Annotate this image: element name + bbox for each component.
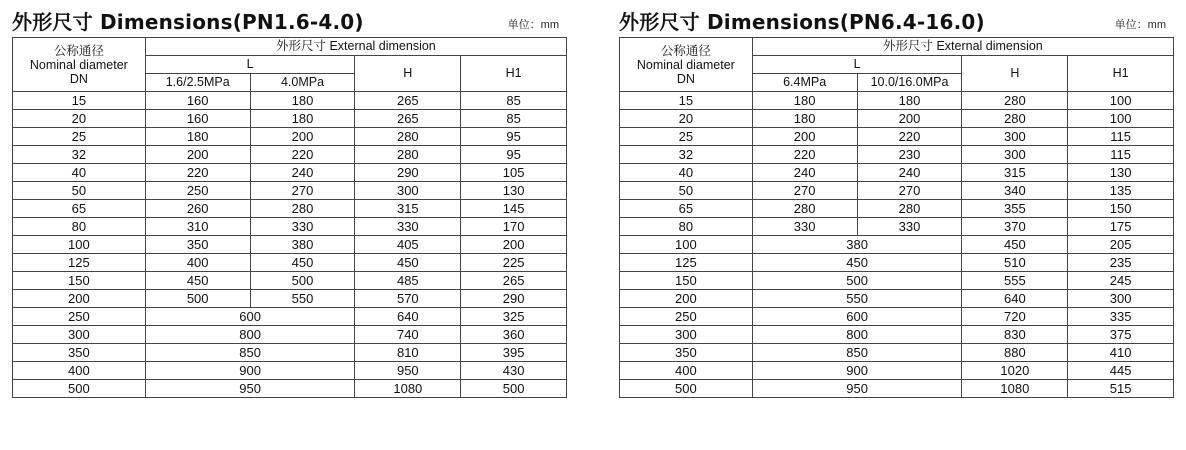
table-row (13, 344, 567, 362)
l-cell-2: 180 (250, 92, 355, 110)
dn-cell: 40 (620, 164, 753, 182)
h-cell: 265 (355, 92, 461, 110)
h-cell: 280 (962, 92, 1068, 110)
table-row (620, 182, 1174, 200)
l-cell-1: 200 (145, 146, 250, 164)
h1-cell: 130 (1068, 164, 1174, 182)
h-cell: 315 (962, 164, 1068, 182)
dn-cell: 200 (620, 290, 753, 308)
h-cell: 450 (962, 236, 1068, 254)
h1-cell: 205 (1068, 236, 1174, 254)
table-row (620, 362, 1174, 380)
table-row (13, 146, 567, 164)
table-row (620, 164, 1174, 182)
l-cell-1: 160 (145, 92, 250, 110)
l-header: L (145, 56, 355, 74)
h-cell: 555 (962, 272, 1068, 290)
l-pressure-header-2: 10.0/16.0MPa (857, 74, 962, 92)
dn-cell: 125 (620, 254, 753, 272)
dn-cell: 20 (620, 110, 753, 128)
dn-cell: 400 (13, 362, 146, 380)
header-dn-cn: 公称通径 (53, 43, 104, 58)
h1-cell: 105 (461, 164, 567, 182)
h-cell: 300 (355, 182, 461, 200)
dn-cell: 20 (13, 110, 146, 128)
h1-cell: 445 (1068, 362, 1174, 380)
h1-header: H1 (461, 56, 567, 92)
h1-cell: 115 (1068, 128, 1174, 146)
dn-cell: 400 (620, 362, 753, 380)
l-pressure-header-1: 1.6/2.5MPa (145, 74, 250, 92)
l-cell: 550 (752, 290, 962, 308)
h-cell: 290 (355, 164, 461, 182)
h-cell: 1080 (962, 380, 1068, 398)
l-cell: 950 (145, 380, 355, 398)
l-cell-1: 400 (145, 254, 250, 272)
h-cell: 830 (962, 326, 1068, 344)
l-cell-1: 310 (145, 218, 250, 236)
dimensions-table (12, 37, 567, 398)
h1-cell: 85 (461, 92, 567, 110)
table-row (620, 254, 1174, 272)
h1-cell: 135 (1068, 182, 1174, 200)
l-cell-1: 240 (752, 164, 857, 182)
h1-cell: 300 (1068, 290, 1174, 308)
header-dn-cn: 公称通径 (660, 43, 711, 58)
l-cell-1: 280 (752, 200, 857, 218)
h-cell: 740 (355, 326, 461, 344)
h-cell: 280 (355, 146, 461, 164)
h-cell: 315 (355, 200, 461, 218)
dn-cell: 300 (620, 326, 753, 344)
l-cell-1: 200 (752, 128, 857, 146)
l-cell-2: 550 (250, 290, 355, 308)
table-row (620, 110, 1174, 128)
table-row (620, 92, 1174, 110)
unit-label: 单位：mm (507, 19, 559, 31)
dn-cell: 32 (620, 146, 753, 164)
h-cell: 450 (355, 254, 461, 272)
h-cell: 280 (962, 110, 1068, 128)
h-cell: 330 (355, 218, 461, 236)
h-cell: 950 (355, 362, 461, 380)
h-cell: 355 (962, 200, 1068, 218)
table-row (620, 218, 1174, 236)
h-cell: 510 (962, 254, 1068, 272)
h1-cell: 130 (461, 182, 567, 200)
table-row (13, 200, 567, 218)
table-row (620, 200, 1174, 218)
table-row (620, 290, 1174, 308)
dn-cell: 150 (620, 272, 753, 290)
h-cell: 640 (962, 290, 1068, 308)
header-dn-en: Nominal diameter (636, 57, 735, 72)
l-cell-2: 330 (250, 218, 355, 236)
h1-cell: 335 (1068, 308, 1174, 326)
nominal-diameter-header (620, 38, 753, 92)
h-cell: 405 (355, 236, 461, 254)
h1-cell: 150 (1068, 200, 1174, 218)
h1-cell: 325 (461, 308, 567, 326)
h-cell: 300 (962, 146, 1068, 164)
table-row (620, 128, 1174, 146)
l-cell-1: 450 (145, 272, 250, 290)
l-cell-1: 250 (145, 182, 250, 200)
table-row (620, 236, 1174, 254)
l-cell: 450 (752, 254, 962, 272)
table-row (13, 362, 567, 380)
l-cell: 900 (752, 362, 962, 380)
l-cell: 600 (145, 308, 355, 326)
table-row (620, 272, 1174, 290)
h-cell: 485 (355, 272, 461, 290)
dimensions-table (619, 37, 1174, 398)
h-cell: 570 (355, 290, 461, 308)
l-cell: 850 (145, 344, 355, 362)
table-row (620, 380, 1174, 398)
dn-cell: 25 (13, 128, 146, 146)
l-cell-1: 180 (752, 110, 857, 128)
table-row (13, 290, 567, 308)
dn-cell: 50 (13, 182, 146, 200)
l-cell: 380 (752, 236, 962, 254)
l-cell-2: 220 (250, 146, 355, 164)
h1-cell: 500 (461, 380, 567, 398)
l-pressure-header-2: 4.0MPa (250, 74, 355, 92)
dn-cell: 65 (13, 200, 146, 218)
l-cell-1: 350 (145, 236, 250, 254)
h1-cell: 100 (1068, 110, 1174, 128)
h1-cell: 410 (1068, 344, 1174, 362)
h1-cell: 175 (1068, 218, 1174, 236)
table-body (620, 92, 1174, 398)
header-dn-en: Nominal diameter (29, 57, 128, 72)
l-cell: 850 (752, 344, 962, 362)
table-row (13, 92, 567, 110)
h1-cell: 170 (461, 218, 567, 236)
dn-cell: 15 (620, 92, 753, 110)
dn-cell: 40 (13, 164, 146, 182)
l-cell-1: 180 (145, 128, 250, 146)
h1-cell: 145 (461, 200, 567, 218)
l-cell: 900 (145, 362, 355, 380)
dn-cell: 50 (620, 182, 753, 200)
h1-cell: 375 (1068, 326, 1174, 344)
l-cell-1: 160 (145, 110, 250, 128)
h-cell: 265 (355, 110, 461, 128)
h1-header: H1 (1068, 56, 1174, 92)
table-row (620, 308, 1174, 326)
l-cell-2: 200 (857, 110, 962, 128)
l-cell-1: 260 (145, 200, 250, 218)
header-dn: DN (69, 71, 88, 86)
panel-title: 外形尺寸 Dimensions(PN1.6-4.0) (12, 10, 364, 34)
dn-cell: 500 (13, 380, 146, 398)
h-header: H (962, 56, 1068, 92)
h1-cell: 290 (461, 290, 567, 308)
l-cell-2: 200 (250, 128, 355, 146)
l-cell-2: 270 (857, 182, 962, 200)
dn-cell: 80 (13, 218, 146, 236)
h1-cell: 200 (461, 236, 567, 254)
l-cell-2: 280 (250, 200, 355, 218)
l-cell-2: 380 (250, 236, 355, 254)
table-row (620, 326, 1174, 344)
l-cell-2: 220 (857, 128, 962, 146)
dn-cell: 32 (13, 146, 146, 164)
nominal-diameter-header (13, 38, 146, 92)
h1-cell: 265 (461, 272, 567, 290)
l-cell-2: 180 (250, 110, 355, 128)
l-cell-2: 280 (857, 200, 962, 218)
table-body (13, 92, 567, 398)
dn-cell: 15 (13, 92, 146, 110)
h1-cell: 115 (1068, 146, 1174, 164)
l-cell: 800 (752, 326, 962, 344)
dn-cell: 500 (620, 380, 753, 398)
table-row (620, 344, 1174, 362)
table-row (13, 308, 567, 326)
h-cell: 1080 (355, 380, 461, 398)
h1-cell: 515 (1068, 380, 1174, 398)
l-cell-2: 270 (250, 182, 355, 200)
table-row (13, 128, 567, 146)
table-row (13, 182, 567, 200)
l-cell: 600 (752, 308, 962, 326)
panel-title: 外形尺寸 Dimensions(PN6.4-16.0) (619, 10, 985, 34)
dn-cell: 250 (13, 308, 146, 326)
l-cell-1: 330 (752, 218, 857, 236)
dn-cell: 200 (13, 290, 146, 308)
table-row (13, 218, 567, 236)
dn-cell: 80 (620, 218, 753, 236)
h-cell: 880 (962, 344, 1068, 362)
h1-cell: 430 (461, 362, 567, 380)
h-cell: 720 (962, 308, 1068, 326)
dn-cell: 350 (620, 344, 753, 362)
l-cell: 800 (145, 326, 355, 344)
h-header: H (355, 56, 461, 92)
h-cell: 1020 (962, 362, 1068, 380)
h-cell: 640 (355, 308, 461, 326)
unit-label: 单位：mm (1114, 19, 1166, 31)
h1-cell: 245 (1068, 272, 1174, 290)
h-cell: 280 (355, 128, 461, 146)
l-cell-2: 500 (250, 272, 355, 290)
l-cell: 500 (752, 272, 962, 290)
table-row (13, 254, 567, 272)
l-pressure-header-1: 6.4MPa (752, 74, 857, 92)
table-row (13, 326, 567, 344)
h1-cell: 360 (461, 326, 567, 344)
table-row (13, 110, 567, 128)
dn-cell: 350 (13, 344, 146, 362)
l-cell-2: 240 (857, 164, 962, 182)
h-cell: 370 (962, 218, 1068, 236)
table-row (620, 146, 1174, 164)
dn-cell: 65 (620, 200, 753, 218)
table-row (13, 272, 567, 290)
l-cell-2: 330 (857, 218, 962, 236)
l-cell-1: 180 (752, 92, 857, 110)
l-cell-1: 500 (145, 290, 250, 308)
l-cell-2: 230 (857, 146, 962, 164)
h1-cell: 395 (461, 344, 567, 362)
h1-cell: 225 (461, 254, 567, 272)
dn-cell: 100 (13, 236, 146, 254)
table-row (13, 236, 567, 254)
table-row (13, 380, 567, 398)
h1-cell: 95 (461, 146, 567, 164)
l-cell-2: 180 (857, 92, 962, 110)
dn-cell: 100 (620, 236, 753, 254)
h-cell: 340 (962, 182, 1068, 200)
h1-cell: 95 (461, 128, 567, 146)
dn-cell: 250 (620, 308, 753, 326)
h1-cell: 235 (1068, 254, 1174, 272)
table-row (13, 164, 567, 182)
l-cell-1: 220 (145, 164, 250, 182)
header-dn: DN (676, 71, 695, 86)
h1-cell: 100 (1068, 92, 1174, 110)
h-cell: 300 (962, 128, 1068, 146)
l-header: L (752, 56, 962, 74)
dn-cell: 25 (620, 128, 753, 146)
l-cell-1: 220 (752, 146, 857, 164)
l-cell-1: 270 (752, 182, 857, 200)
h1-cell: 85 (461, 110, 567, 128)
h-cell: 810 (355, 344, 461, 362)
external-dimension-header: 外形尺寸 External dimension (752, 38, 1173, 56)
dn-cell: 150 (13, 272, 146, 290)
dn-cell: 125 (13, 254, 146, 272)
dn-cell: 300 (13, 326, 146, 344)
l-cell-2: 240 (250, 164, 355, 182)
l-cell-2: 450 (250, 254, 355, 272)
external-dimension-header: 外形尺寸 External dimension (145, 38, 566, 56)
l-cell: 950 (752, 380, 962, 398)
